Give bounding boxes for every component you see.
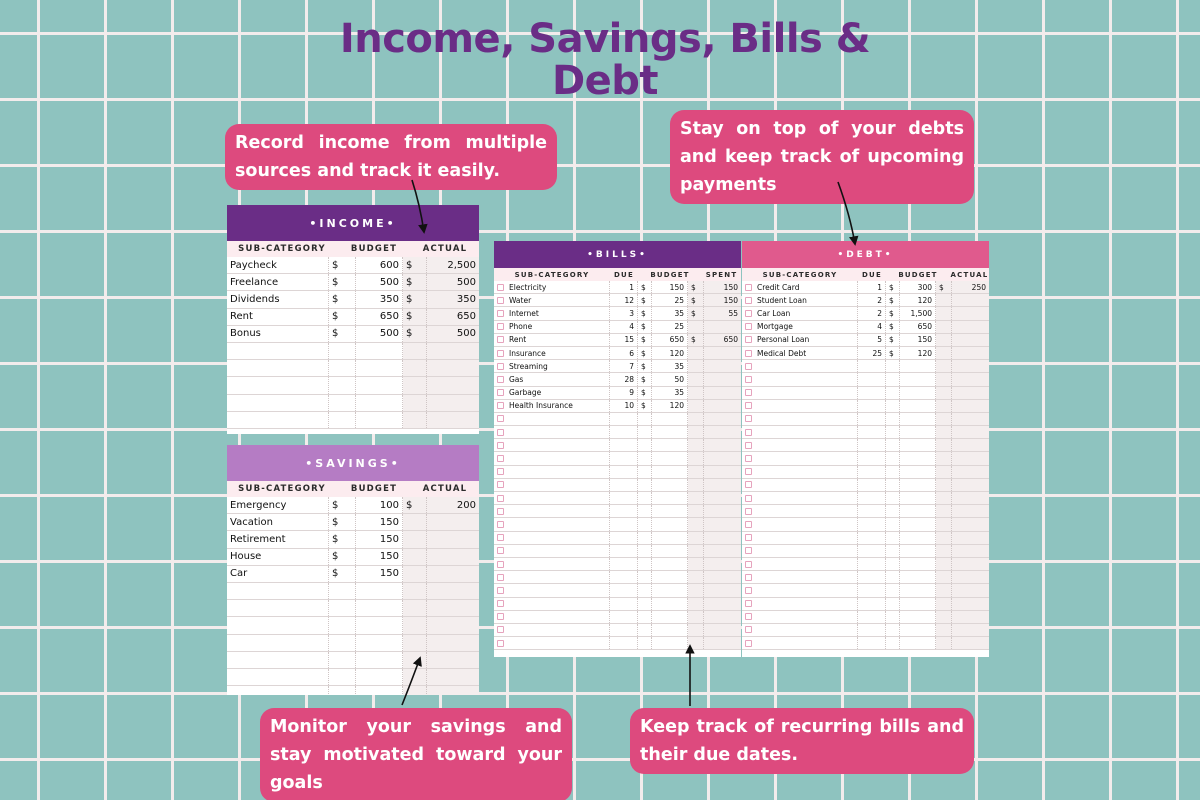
currency-cell: $ bbox=[329, 514, 356, 530]
currency-cell: $ bbox=[638, 347, 652, 359]
category-label: Gas bbox=[509, 374, 524, 384]
currency-cell: $ bbox=[329, 497, 356, 513]
budget-cell: 650 bbox=[652, 334, 688, 346]
due-cell: 6 bbox=[610, 347, 638, 359]
currency-cell: $ bbox=[638, 321, 652, 333]
actual-cell: 650 bbox=[427, 309, 479, 325]
callout-income: Record income from multiple sources and track it easily. bbox=[225, 124, 557, 190]
budget-cell: 120 bbox=[900, 347, 936, 359]
currency-cell: $ bbox=[329, 566, 356, 582]
category-cell: Paycheck bbox=[227, 257, 329, 273]
actual-cell: 350 bbox=[427, 291, 479, 307]
actual-cell: 200 bbox=[427, 497, 479, 513]
due-cell: 12 bbox=[610, 294, 638, 306]
currency-cell: $ bbox=[688, 307, 704, 319]
currency-cell: $ bbox=[638, 281, 652, 293]
due-cell: 2 bbox=[858, 307, 886, 319]
bills-header: •BILLS• bbox=[494, 241, 741, 268]
debt-header: •DEBT• bbox=[742, 241, 989, 268]
currency-cell: $ bbox=[403, 291, 427, 307]
column-header: DUE bbox=[862, 270, 882, 279]
category-cell: Car bbox=[227, 566, 329, 582]
spent-cell: 650 bbox=[704, 334, 741, 346]
column-header: ACTUAL bbox=[950, 270, 989, 279]
arrow-savings bbox=[402, 658, 420, 705]
arrow-income bbox=[412, 180, 424, 232]
column-header: SUB-CATEGORY bbox=[238, 244, 326, 254]
actual-cell: 500 bbox=[427, 274, 479, 290]
currency-cell: $ bbox=[638, 373, 652, 385]
category-label: Rent bbox=[509, 335, 527, 345]
currency-cell: $ bbox=[688, 334, 704, 346]
budget-cell: 650 bbox=[356, 309, 403, 325]
column-header: ACTUAL bbox=[422, 484, 468, 494]
due-cell: 4 bbox=[610, 321, 638, 333]
budget-cell: 50 bbox=[652, 373, 688, 385]
currency-cell: $ bbox=[329, 257, 356, 273]
currency-cell: $ bbox=[886, 294, 900, 306]
budget-cell: 35 bbox=[652, 307, 688, 319]
budget-cell: 25 bbox=[652, 321, 688, 333]
currency-cell: $ bbox=[688, 281, 704, 293]
category-label: Car Loan bbox=[757, 308, 791, 318]
category-cell: Rent bbox=[227, 309, 329, 325]
column-header: BUDGET bbox=[350, 484, 398, 494]
currency-cell: $ bbox=[936, 281, 952, 293]
currency-cell: $ bbox=[403, 257, 427, 273]
category-cell: Emergency bbox=[227, 497, 329, 513]
category-label: Electricity bbox=[509, 282, 547, 292]
currency-cell: $ bbox=[403, 497, 427, 513]
due-cell: 1 bbox=[858, 281, 886, 293]
category-label: Water bbox=[509, 295, 532, 305]
budget-cell: 150 bbox=[356, 514, 403, 530]
due-cell: 4 bbox=[858, 321, 886, 333]
currency-cell: $ bbox=[329, 531, 356, 547]
category-label: Personal Loan bbox=[757, 335, 810, 345]
currency-cell: $ bbox=[886, 347, 900, 359]
currency-cell: $ bbox=[638, 334, 652, 346]
due-cell: 5 bbox=[858, 334, 886, 346]
arrow-debt bbox=[838, 182, 855, 244]
currency-cell: $ bbox=[886, 281, 900, 293]
actual-cell: 500 bbox=[427, 326, 479, 342]
budget-cell: 150 bbox=[652, 281, 688, 293]
budget-cell: 35 bbox=[652, 387, 688, 399]
budget-cell: 150 bbox=[356, 549, 403, 565]
column-header: SPENT bbox=[705, 270, 738, 279]
currency-cell: $ bbox=[329, 326, 356, 342]
callout-bills: Keep track of recurring bills and their due dates. bbox=[630, 708, 974, 774]
column-header: DUE bbox=[614, 270, 634, 279]
category-label: Medical Debt bbox=[757, 348, 807, 358]
currency-cell: $ bbox=[638, 387, 652, 399]
currency-cell: $ bbox=[329, 274, 356, 290]
category-label: Student Loan bbox=[757, 295, 807, 305]
savings-header: •SAVINGS• bbox=[227, 445, 479, 481]
column-header: BUDGET bbox=[650, 270, 690, 279]
column-header: SUB-CATEGORY bbox=[762, 270, 838, 279]
due-cell: 3 bbox=[610, 307, 638, 319]
currency-cell: $ bbox=[638, 294, 652, 306]
spent-cell: 150 bbox=[704, 281, 741, 293]
due-cell: 2 bbox=[858, 294, 886, 306]
spent-cell: 55 bbox=[704, 307, 741, 319]
column-header: BUDGET bbox=[350, 244, 398, 254]
budget-cell: 120 bbox=[900, 294, 936, 306]
category-label: Internet bbox=[509, 308, 539, 318]
due-cell: 28 bbox=[610, 373, 638, 385]
budget-cell: 120 bbox=[652, 347, 688, 359]
budget-cell: 35 bbox=[652, 360, 688, 372]
category-cell: Vacation bbox=[227, 514, 329, 530]
column-header: SUB-CATEGORY bbox=[514, 270, 590, 279]
currency-cell: $ bbox=[403, 326, 427, 342]
currency-cell: $ bbox=[638, 307, 652, 319]
category-cell: Retirement bbox=[227, 531, 329, 547]
due-cell: 10 bbox=[610, 400, 638, 412]
category-label: Mortgage bbox=[757, 322, 793, 332]
budget-cell: 600 bbox=[356, 257, 403, 273]
category-label: Garbage bbox=[509, 388, 542, 398]
category-label: Credit Card bbox=[757, 282, 800, 292]
page-title: Income, Savings, Bills & Debt bbox=[339, 16, 871, 104]
currency-cell: $ bbox=[886, 321, 900, 333]
due-cell: 9 bbox=[610, 387, 638, 399]
currency-cell: $ bbox=[638, 360, 652, 372]
due-cell: 25 bbox=[858, 347, 886, 359]
callout-savings: Monitor your savings and stay motivated toward your goals bbox=[260, 708, 572, 800]
actual-cell: 250 bbox=[952, 281, 989, 293]
currency-cell: $ bbox=[403, 309, 427, 325]
budget-cell: 150 bbox=[900, 334, 936, 346]
column-header: BUDGET bbox=[898, 270, 938, 279]
currency-cell: $ bbox=[638, 400, 652, 412]
budget-cell: 500 bbox=[356, 274, 403, 290]
currency-cell: $ bbox=[403, 274, 427, 290]
spent-cell: 150 bbox=[704, 294, 741, 306]
budget-cell: 120 bbox=[652, 400, 688, 412]
column-header: ACTUAL bbox=[422, 244, 468, 254]
budget-cell: 150 bbox=[356, 531, 403, 547]
due-cell: 15 bbox=[610, 334, 638, 346]
currency-cell: $ bbox=[886, 307, 900, 319]
currency-cell: $ bbox=[329, 309, 356, 325]
budget-cell: 1,500 bbox=[900, 307, 936, 319]
currency-cell: $ bbox=[886, 334, 900, 346]
category-cell: Dividends bbox=[227, 291, 329, 307]
currency-cell: $ bbox=[688, 294, 704, 306]
category-label: Phone bbox=[509, 322, 533, 332]
category-label: Health Insurance bbox=[509, 401, 573, 411]
currency-cell: $ bbox=[329, 549, 356, 565]
budget-cell: 350 bbox=[356, 291, 403, 307]
category-label: Streaming bbox=[509, 361, 548, 371]
callout-debt: Stay on top of your debts and keep track of upcoming payments bbox=[670, 110, 974, 204]
category-cell: Freelance bbox=[227, 274, 329, 290]
budget-cell: 300 bbox=[900, 281, 936, 293]
income-header: •INCOME• bbox=[227, 205, 479, 241]
actual-cell: 2,500 bbox=[427, 257, 479, 273]
budget-cell: 150 bbox=[356, 566, 403, 582]
category-label: Insurance bbox=[509, 348, 546, 358]
due-cell: 7 bbox=[610, 360, 638, 372]
category-cell: Bonus bbox=[227, 326, 329, 342]
currency-cell: $ bbox=[329, 291, 356, 307]
budget-cell: 650 bbox=[900, 321, 936, 333]
column-header: SUB-CATEGORY bbox=[238, 484, 326, 494]
due-cell: 1 bbox=[610, 281, 638, 293]
budget-cell: 100 bbox=[356, 497, 403, 513]
budget-cell: 25 bbox=[652, 294, 688, 306]
budget-cell: 500 bbox=[356, 326, 403, 342]
category-cell: House bbox=[227, 549, 329, 565]
